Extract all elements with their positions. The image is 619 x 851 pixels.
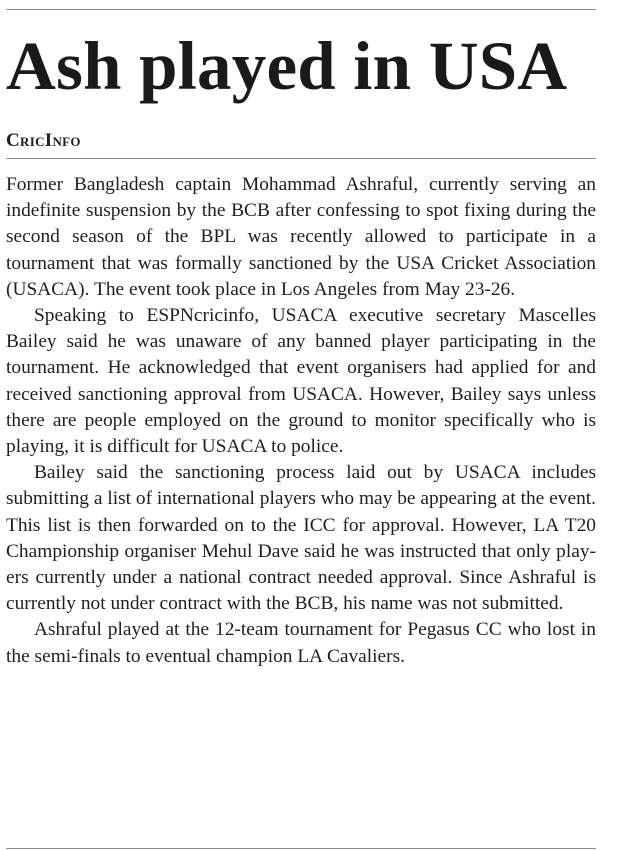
paragraph-3: Bailey said the sanctioning process laid out by USACA includes submitting a list of international players who may be appearing at the event. This list is then forwarded on to the ICC for approval. However, LA T20 Championship organiser Mehul Dave said he was instructed that only players currently under a national contract needed approval. Since Ashraful is currently not under contract with the BCB, his name was not submitted. (6, 462, 596, 615)
bottom-rule (6, 848, 596, 849)
top-rule (6, 9, 596, 10)
article-body (6, 172, 596, 670)
paragraph-2: Speaking to ESPNcricinfo, USACA executive secretary Mascelles Bailey said he was unaware of any banned player participating in the tournament. He acknowledged that event organisers had applied for and received sanctioning approval from USACA. However, Bailey says unless there are people employed on the ground to monitor specifically who is playing, it is difficult for USACA to police. (6, 305, 596, 458)
headline: Ash played in USA (6, 28, 568, 104)
source-credit: CricInfo (6, 130, 81, 151)
paragraph-1: Former Bangladesh captain Mohammad Ashraful, currently serving an indefinite suspension by the BCB after confessing to spot fixing during the second season of the BPL was recently allowed to participate in a tournament that was formally sanctioned by the USA Cricket Association (USACA). The event took place in Los Angeles from May 23-26. (6, 174, 596, 300)
source-divider (6, 158, 596, 159)
paragraph-4: Ashraful played at the 12-team tournament for Pegasus CC who lost in the semi-finals to eventual champion LA Cavaliers. (6, 619, 596, 667)
